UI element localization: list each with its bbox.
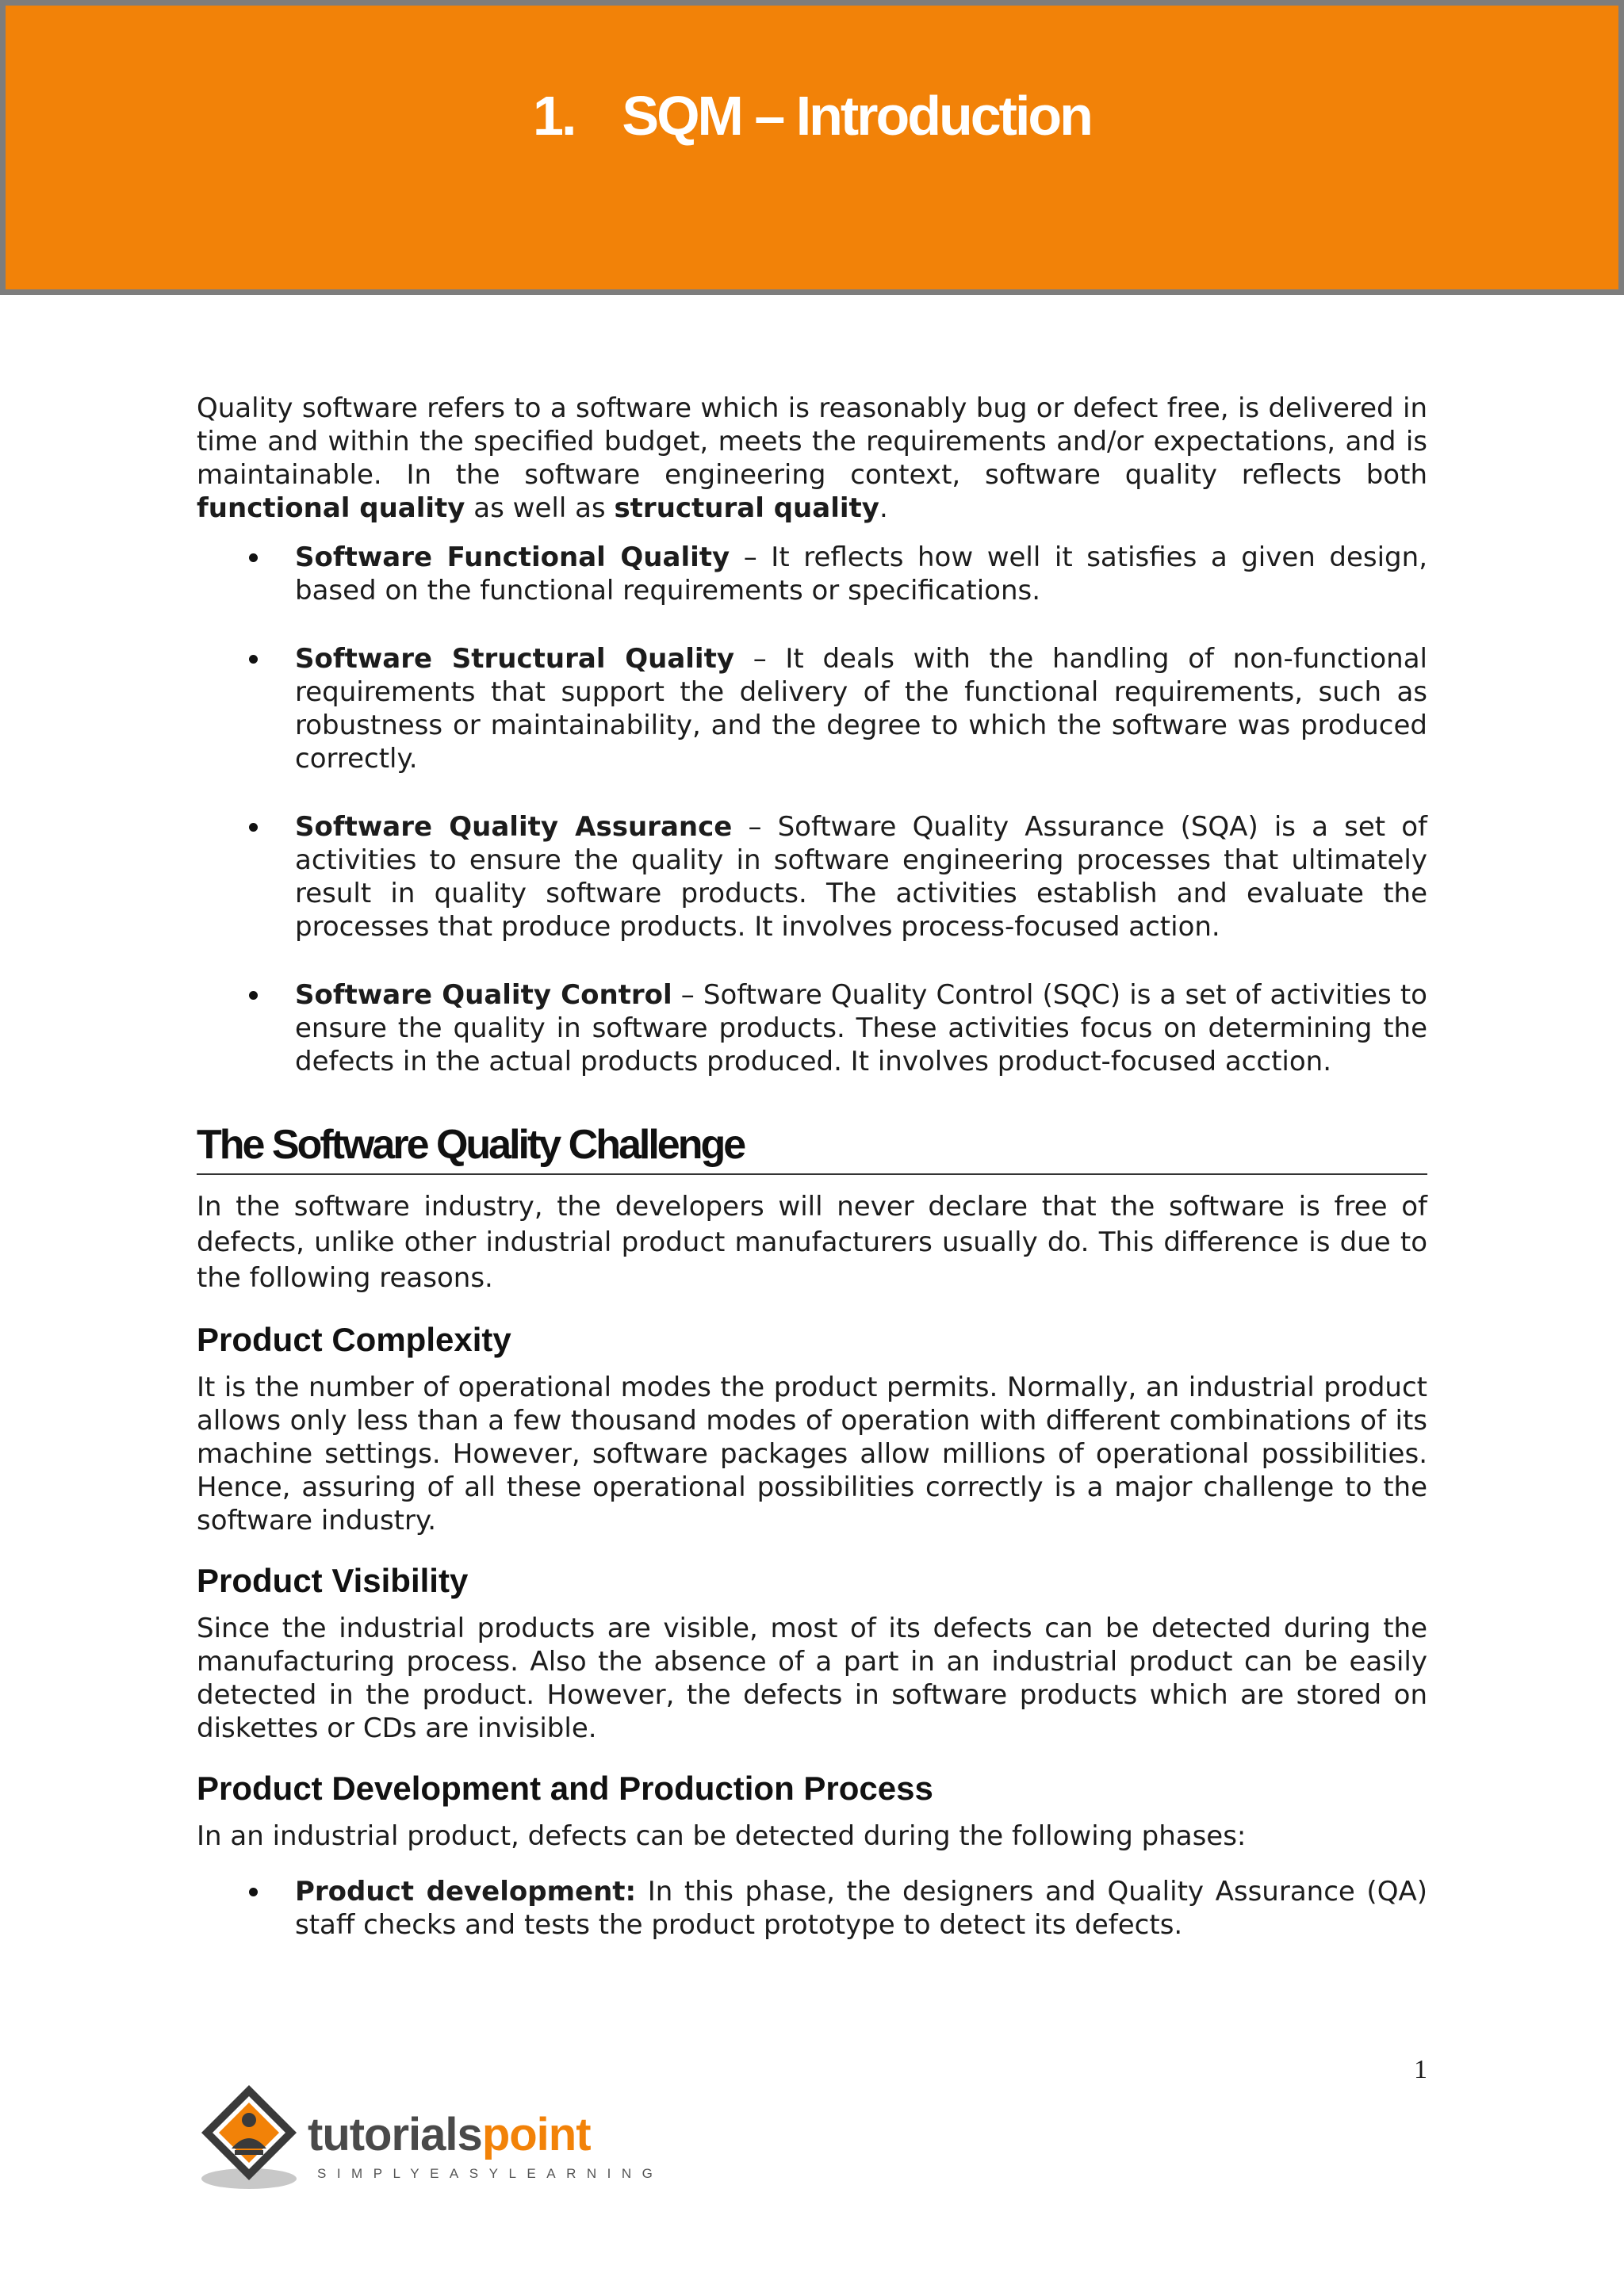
intro-text-before: Quality software refers to a software which is reasonably bug or defect free, is delivered in time and within the specified budget, meets the requirements and/or expectations, and is maintainable. In the software engineering context, software quality reflects both <box>197 392 1427 491</box>
logo-tagline: SIMPLYEASYLEARNING <box>317 2166 664 2181</box>
chapter-title-text: SQM – Introduction <box>622 85 1091 147</box>
bullet-icon <box>249 655 258 664</box>
bullet-icon <box>249 1888 258 1896</box>
quality-types-list <box>197 541 1427 1078</box>
chapter-title <box>6 85 1618 147</box>
tutorialspoint-logo <box>197 2082 664 2196</box>
logo-wordmark <box>308 2109 591 2160</box>
chapter-number: 1. <box>533 85 575 147</box>
list-item <box>197 978 1427 1078</box>
intro-text-middle: as well as <box>465 492 615 524</box>
intro-bold-functional: functional quality <box>197 492 465 524</box>
list-item <box>197 541 1427 607</box>
complexity-paragraph: It is the number of operational modes the product permits. Normally, an industrial product allows only less than a few thousand modes of operation with different combinations of its machine settings. However, software packages allow millions of operational possibilities. Hence, assuring of all these operational possibilities correctly is a major challenge to the software industry. <box>197 1372 1427 1536</box>
section-heading: The Software Quality Challenge <box>197 1121 1427 1175</box>
chapter-header <box>0 0 1624 295</box>
list-item-term: Software Structural Quality <box>295 643 734 675</box>
page-content <box>197 392 1427 1942</box>
page-number: 1 <box>1414 2055 1427 2084</box>
subsection-heading: Product Complexity <box>197 1321 511 1358</box>
bullet-icon <box>249 553 258 562</box>
list-item <box>197 1875 1427 1942</box>
list-item-term: Product development: <box>295 1876 637 1908</box>
list-item-term: Software Functional Quality <box>295 541 730 573</box>
subsection-heading: Product Development and Production Process <box>197 1770 933 1807</box>
subsection-heading: Product Visibility <box>197 1562 469 1599</box>
bullet-icon <box>249 991 258 1000</box>
challenge-paragraph: In the software industry, the developers will never declare that the software is free of defects, unlike other industrial product manufacturers usually do. This difference is due to the following reasons. <box>197 1191 1427 1294</box>
list-item <box>197 642 1427 775</box>
logo-word-part1: tutorials <box>308 2109 482 2160</box>
logo-emblem-icon <box>197 2082 308 2193</box>
list-item-text: – It deals with the handling of non-functional requirements that support the delivery of the functional requirements, such as robustness or maintainability, and the degree to which the software was produced correctly. <box>295 643 1427 775</box>
phases-list <box>197 1875 1427 1942</box>
logo-word-part2: point <box>481 2109 591 2160</box>
list-item-term: Software Quality Control <box>295 979 672 1011</box>
list-item-text: In this phase, the designers and Quality Assurance (QA) staff checks and tests the product prototype to detect its defects. <box>295 1876 1427 1941</box>
list-item-term: Software Quality Assurance <box>295 811 733 843</box>
list-item <box>197 810 1427 943</box>
list-item-text: – Software Quality Control (SQC) is a set of activities to ensure the quality in software products. These activities focus on determining the defects in the actual products produced. It involves product-focused acction. <box>295 979 1427 1077</box>
list-item-text: – Software Quality Assurance (SQA) is a set of activities to ensure the quality in software engineering processes that ultimately result in quality software products. The activities establish and evaluate the processes that produce products. It involves process-focused action. <box>295 811 1427 943</box>
intro-text-after: . <box>879 492 888 524</box>
list-item-text: – It reflects how well it satisfies a given design, based on the functional requirements or specifications. <box>295 541 1427 607</box>
visibility-paragraph: Since the industrial products are visible, most of its defects can be detected during the manufacturing process. Also the absence of a part in an industrial product can be easily detected in the product. However, the defects in software products which are stored on diskettes or CDs are invisible. <box>197 1613 1427 1744</box>
development-paragraph: In an industrial product, defects can be detected during the following phases: <box>197 1820 1247 1852</box>
intro-bold-structural: structural quality <box>614 492 879 524</box>
intro-paragraph <box>197 392 1427 525</box>
bullet-icon <box>249 823 258 832</box>
